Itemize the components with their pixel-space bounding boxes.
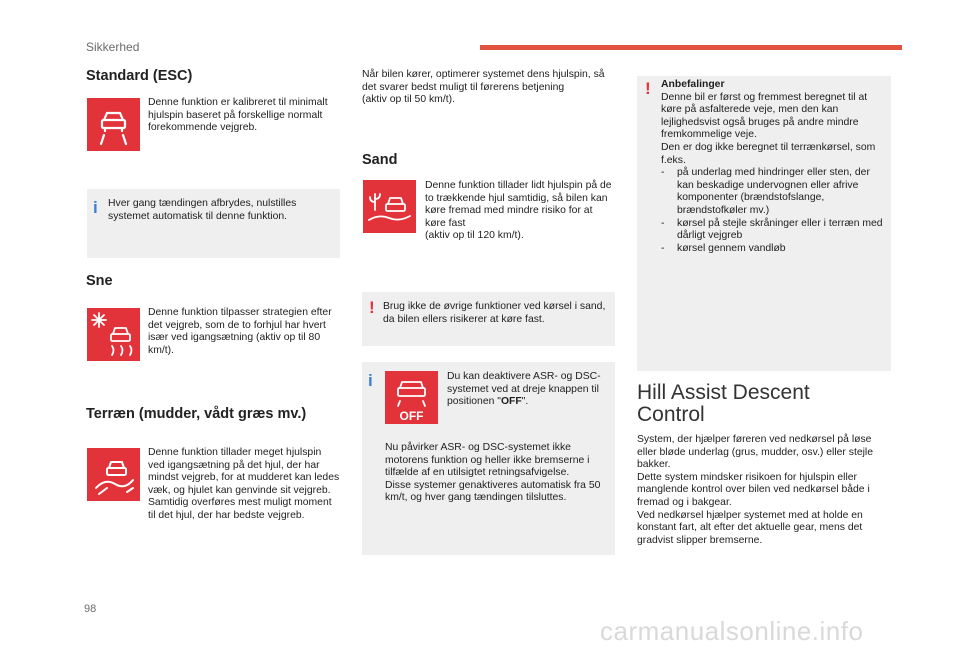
- sne-text: Denne funktion tilpasser strategien efter det vejgreb, som de to forhjul har hvert især ved igangsætning (aktiv op til 80 km/t).: [148, 307, 332, 356]
- snow-car-icon: [87, 308, 140, 361]
- warning-icon: !: [645, 79, 651, 98]
- info-off-para3: Disse systemer genaktiveres automatisk fra 50 km/t, og hver gang tændingen tilsluttes.: [385, 479, 601, 504]
- list-item: - på underlag med hindringer eller sten, der kan beskadige undervognen eller afrive komponenter (brændstofslange, brændstofkøler mv.): [661, 167, 870, 216]
- hill-assist-title: Hill Assist Descent Control: [637, 381, 810, 426]
- mud-car-icon: [87, 448, 140, 501]
- hill-assist-para1: System, der hjælper føreren ved nedkørsel på løse eller bløde underlag (grus, mudder, osv.) eller stejle bakker.: [637, 434, 874, 471]
- info-icon: i: [368, 371, 373, 390]
- info-off-text: Du kan deaktivere ASR- og DSC-systemet ved at dreje knappen til positionen "OFF".: [447, 371, 601, 408]
- info-off-paragraphs: [385, 442, 607, 505]
- sand-text: Denne funktion tillader lidt hjulspin på de to trækkende hjul samtidig, så bilen kan køre fremad med mindre risiko for at køre fast: [425, 180, 612, 229]
- list-item: - kørsel gennem vandløb: [661, 242, 786, 254]
- hill-assist-text: [637, 434, 891, 547]
- list-item: - kørsel på stejle skråninger eller i terræn med dårligt vejgreb: [661, 217, 883, 242]
- recommendations-box: [637, 76, 891, 371]
- recommendations-content: [661, 79, 887, 255]
- warning-sand-text: Brug ikke de øvrige funktioner ved kørsel i sand, da bilen ellers risikerer at køre fast.: [383, 301, 606, 325]
- recommendations-title: Anbefalinger: [661, 79, 725, 90]
- off-label: OFF: [500, 396, 522, 408]
- terraen-text: Denne funktion tillader meget hjulspin ved igangsætning på det hjul, der har mindst vejgreb, for at mudderet kan ledes væk, og hjulet kan genvinde sit vejgreb. Samtidig overføres mest muligt moment til det hjul, der har bedste vejgreb.: [148, 447, 340, 521]
- driving-note: (aktiv op til 50 km/t).: [362, 94, 455, 106]
- warning-sand-box: [362, 292, 615, 346]
- section-label: Sikkerhed: [86, 40, 140, 54]
- sne-title: Sne: [86, 273, 113, 289]
- info-off-para2: Nu påvirker ASR- og DSC-systemet ikke motorens funktion og heller ikke bremserne i tilfælde af en utilsigtet retningsafvigelse.: [385, 442, 590, 479]
- info-reset-text: Hver gang tændingen afbrydes, nulstilles systemet automatisk til denne funktion.: [108, 198, 297, 222]
- esc-standard-car-icon: [87, 98, 140, 151]
- info-icon: i: [93, 198, 98, 217]
- off-icon-label: OFF: [399, 409, 424, 423]
- esc-off-icon: [385, 371, 438, 424]
- watermark: carmanualsonline.info: [600, 616, 864, 646]
- sand-car-icon: [363, 180, 416, 233]
- warning-icon: !: [369, 298, 375, 317]
- sand-text-block: [425, 180, 615, 243]
- driving-text: Når bilen kører, optimerer systemet dens hjulspin, så det svarer bedst muligt til førerens betjening: [362, 69, 605, 93]
- hill-assist-para3: Ved nedkørsel hjælper systemet med at holde en konstant fart, alt efter det aktuelle gear, mens det gradvist slipper bremserne.: [637, 509, 863, 546]
- terraen-title: Terræn (mudder, vådt græs mv.): [86, 406, 307, 422]
- driving-text-block: [362, 69, 612, 107]
- standard-text: Denne funktion er kalibreret til minimalt hjulspin baseret på forskellige normalt forekommende vejgreb.: [148, 97, 328, 134]
- header-accent-bar: [480, 45, 902, 50]
- recommendations-para2: Den er dog ikke beregnet til terrænkørsel, som f.eks.: [661, 141, 876, 166]
- info-reset-box: [87, 189, 340, 258]
- info-off-box: [362, 362, 615, 555]
- sand-title: Sand: [362, 152, 398, 168]
- page-number: 98: [84, 603, 97, 615]
- standard-title: Standard (ESC): [86, 68, 193, 84]
- sand-note: (aktiv op til 120 km/t).: [425, 230, 524, 242]
- hill-assist-para2: Dette system mindsker risikoen for hjulspin eller manglende kontrol over bilen ved nedkørsel både i fremad og i bakgear.: [637, 471, 870, 508]
- recommendations-para1: Denne bil er først og fremmest beregnet til at køre på asfalterede veje, men den kan lejlighedsvist også bruges på andre mindre fremkommelige veje.: [661, 91, 868, 141]
